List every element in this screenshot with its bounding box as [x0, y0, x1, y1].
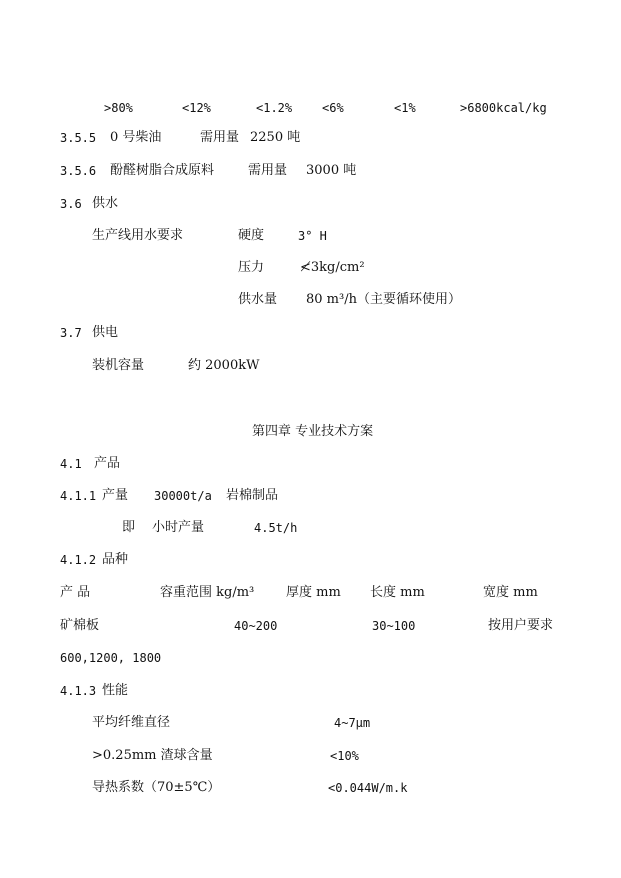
- pressure-value: ≮3kg/cm²: [300, 260, 365, 275]
- table-header-length: 长度 mm: [370, 585, 425, 600]
- table-cell-product: 矿棉板: [60, 618, 100, 633]
- item-value: 2250 吨: [250, 130, 301, 145]
- table-cell-width: 按用户要求: [488, 618, 554, 633]
- item-label: 需用量: [200, 130, 240, 145]
- perf-value: 4~7μm: [334, 716, 371, 730]
- table-header-thickness: 厚度 mm: [286, 585, 341, 600]
- water-supply-label: 供水量: [238, 292, 278, 307]
- table-header-width: 宽度 mm: [483, 585, 538, 600]
- section-number: 4.1.3: [60, 684, 97, 698]
- fuel-spec-4: <6%: [322, 101, 344, 115]
- hourly-output-value: 4.5t/h: [254, 521, 298, 535]
- pressure-label: 压力: [238, 260, 265, 275]
- section-number: 4.1.2: [60, 553, 97, 567]
- item-name: 酚醛树脂合成原料: [110, 163, 215, 178]
- perf-value: <0.044W/m.k: [328, 781, 408, 795]
- table-cell-density: 40~200: [234, 619, 278, 633]
- section-number: 4.1.1: [60, 489, 97, 503]
- perf-label: 导热系数（70±5℃）: [92, 780, 221, 795]
- hardness-value: 3° H: [298, 229, 327, 243]
- section-number: 3.7: [60, 326, 82, 340]
- water-supply-value: 80 m³/h（主要循环使用）: [306, 292, 461, 307]
- section-number: 3.5.5: [60, 131, 97, 145]
- section-number: 3.6: [60, 197, 82, 211]
- section-title: 产品: [94, 456, 121, 471]
- installed-capacity-label: 装机容量: [92, 358, 145, 373]
- output-value: 30000t/a: [154, 489, 212, 503]
- section-number: 3.5.6: [60, 164, 97, 178]
- section-title: 性能: [102, 683, 129, 698]
- table-cell-length: 30~100: [372, 619, 416, 633]
- installed-capacity-value: 约 2000kW: [188, 358, 260, 373]
- output-product: 岩棉制品: [226, 488, 279, 503]
- table-header-density: 容重范围 kg/m³: [160, 585, 255, 600]
- table-cell-width-continued: 600,1200, 1800: [60, 651, 162, 665]
- section-number: 4.1: [60, 457, 82, 471]
- fuel-spec-3: <1.2%: [256, 101, 293, 115]
- output-label: 产量: [102, 488, 129, 503]
- perf-label: 平均纤维直径: [92, 715, 171, 730]
- table-header-product: 产 品: [60, 585, 91, 600]
- fuel-spec-1: >80%: [104, 101, 133, 115]
- item-name: 0 号柴油: [110, 130, 162, 145]
- hardness-label: 硬度: [238, 228, 265, 243]
- water-requirement-label: 生产线用水要求: [92, 228, 184, 243]
- section-title: 品种: [102, 552, 129, 567]
- perf-value: <10%: [330, 749, 359, 763]
- chapter-title: 第四章 专业技术方案: [252, 424, 374, 439]
- fuel-spec-2: <12%: [182, 101, 211, 115]
- perf-label: >0.25mm 渣球含量: [92, 748, 213, 763]
- fuel-spec-5: <1%: [394, 101, 416, 115]
- hourly-output-label: 小时产量: [152, 520, 205, 535]
- hourly-prefix: 即: [122, 520, 136, 535]
- fuel-spec-6: >6800kcal/kg: [460, 101, 547, 115]
- item-value: 3000 吨: [306, 163, 357, 178]
- section-title: 供水: [92, 196, 119, 211]
- item-label: 需用量: [248, 163, 288, 178]
- section-title: 供电: [92, 325, 119, 340]
